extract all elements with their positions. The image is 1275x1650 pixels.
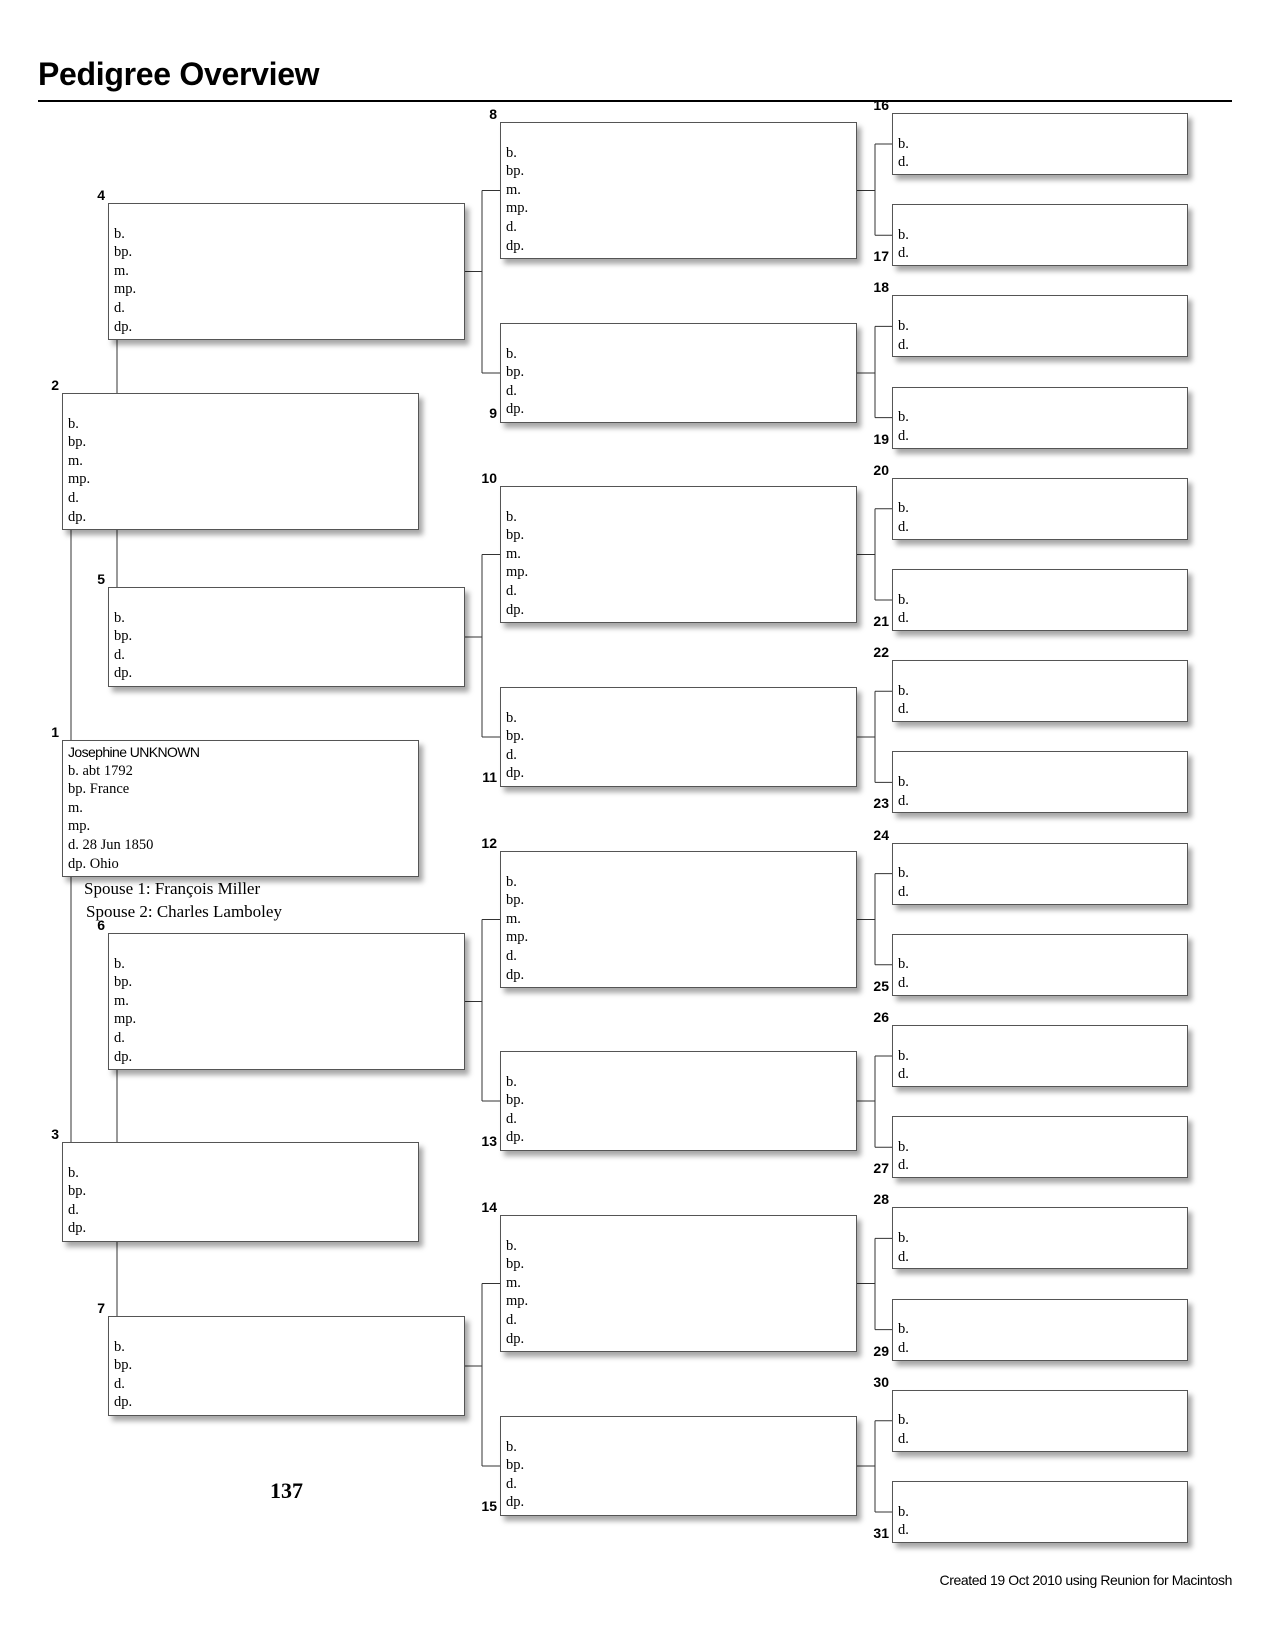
person-number-11: 11 bbox=[482, 769, 497, 785]
person-fact-line: dp. bbox=[506, 237, 525, 254]
spouse-1-label: Spouse 1: François Miller bbox=[84, 879, 261, 898]
person-fact-line: b. bbox=[898, 1047, 909, 1064]
person-number-25: 25 bbox=[873, 977, 889, 994]
person-box-11 bbox=[500, 687, 857, 787]
person-box-10 bbox=[500, 486, 857, 623]
person-name bbox=[506, 326, 851, 345]
person-fact-line: d. bbox=[114, 646, 125, 663]
person-fact-line: b. bbox=[898, 1138, 909, 1155]
person-fact-line: dp. bbox=[506, 1129, 525, 1146]
person-fact-line: m. bbox=[114, 262, 129, 279]
person-box-12 bbox=[500, 851, 857, 988]
person-fact-line: b. bbox=[898, 1503, 909, 1520]
person-number-23: 23 bbox=[873, 795, 889, 812]
person-fact-line: m. bbox=[506, 1274, 521, 1291]
person-fact-line: d. bbox=[506, 1475, 517, 1492]
person-number-27: 27 bbox=[873, 1160, 889, 1177]
person-name bbox=[506, 489, 851, 508]
person-fact-line: b. bbox=[506, 345, 517, 362]
person-fact-line: b. bbox=[506, 1073, 517, 1090]
person-number-14: 14 bbox=[481, 1199, 497, 1215]
person-fact-line: b. abt 1792 bbox=[68, 762, 133, 779]
person-fact-line: mp. bbox=[506, 200, 529, 217]
person-box-2 bbox=[62, 393, 419, 530]
person-box-19 bbox=[892, 387, 1188, 449]
person-fact-line: b. bbox=[506, 508, 517, 525]
person-fact-line: bp. bbox=[68, 434, 87, 451]
person-fact-line: b. bbox=[68, 1164, 79, 1181]
person-number-22: 22 bbox=[873, 644, 889, 661]
person-name bbox=[898, 390, 1182, 409]
person-name bbox=[898, 481, 1182, 500]
person-box-9 bbox=[500, 323, 857, 423]
person-name bbox=[898, 207, 1182, 226]
person-number-24: 24 bbox=[873, 826, 889, 843]
person-number-8: 8 bbox=[489, 106, 497, 122]
person-name bbox=[898, 937, 1182, 956]
person-fact-line: d. bbox=[898, 336, 909, 353]
person-number-21: 21 bbox=[873, 613, 889, 629]
person-name bbox=[898, 298, 1182, 317]
person-fact-line: d. bbox=[114, 1029, 125, 1046]
person-fact-line: mp. bbox=[506, 929, 529, 946]
person-fact-line: d. bbox=[114, 1375, 125, 1392]
person-fact-line: m. bbox=[68, 799, 83, 816]
person-box-1 bbox=[62, 740, 419, 877]
person-number-15: 15 bbox=[481, 1498, 497, 1514]
person-fact-line: d. bbox=[506, 218, 517, 235]
person-fact-line: mp. bbox=[68, 818, 91, 835]
person-name bbox=[506, 125, 851, 144]
person-box-8 bbox=[500, 122, 857, 259]
person-name bbox=[68, 1145, 413, 1164]
page-title: Pedigree Overview bbox=[38, 56, 320, 92]
person-fact-line: d. bbox=[898, 1066, 909, 1083]
person-fact-line: b. bbox=[506, 1438, 517, 1455]
person-fact-line: d. bbox=[898, 1248, 909, 1265]
person-box-29 bbox=[892, 1299, 1188, 1361]
person-fact-line: dp. bbox=[506, 601, 525, 618]
person-fact-line: bp. bbox=[506, 527, 525, 544]
person-fact-line: d. bbox=[898, 610, 909, 627]
person-box-14 bbox=[500, 1215, 857, 1352]
person-box-5 bbox=[108, 587, 465, 687]
spouse-2-label: Spouse 2: Charles Lamboley bbox=[86, 902, 282, 921]
person-fact-line: d. bbox=[68, 1201, 79, 1218]
person-fact-line: m. bbox=[506, 181, 521, 198]
person-name bbox=[114, 1319, 459, 1338]
person-box-17 bbox=[892, 204, 1188, 266]
person-fact-line: d. bbox=[114, 299, 125, 316]
person-name: Josephine UNKNOWN bbox=[68, 744, 200, 760]
person-fact-line: d. bbox=[898, 518, 909, 535]
person-fact-line: m. bbox=[68, 452, 83, 469]
person-box-7 bbox=[108, 1316, 465, 1416]
person-fact-line: b. bbox=[898, 1321, 909, 1338]
person-fact-line: mp. bbox=[68, 471, 91, 488]
person-fact-line: d. bbox=[898, 1339, 909, 1356]
person-fact-line: b. bbox=[898, 409, 909, 426]
person-number-31: 31 bbox=[873, 1525, 889, 1541]
person-box-27 bbox=[892, 1116, 1188, 1178]
person-fact-line: b. bbox=[898, 317, 909, 334]
person-name bbox=[114, 590, 459, 609]
person-fact-line: mp. bbox=[114, 281, 137, 298]
person-fact-line: d. bbox=[898, 1157, 909, 1174]
person-fact-line: d. bbox=[506, 746, 517, 763]
person-number-4: 4 bbox=[97, 187, 105, 203]
person-number-6: 6 bbox=[97, 917, 105, 933]
person-fact-line: b. bbox=[506, 1237, 517, 1254]
person-fact-line: b. bbox=[898, 1412, 909, 1429]
person-fact-line: dp. Ohio bbox=[68, 855, 119, 872]
person-fact-line: b. bbox=[898, 865, 909, 882]
person-fact-line: b. bbox=[506, 873, 517, 890]
person-fact-line: dp. bbox=[506, 401, 525, 418]
person-fact-line: d. bbox=[898, 701, 909, 718]
person-name bbox=[506, 1054, 851, 1073]
person-box-24 bbox=[892, 843, 1188, 905]
person-name bbox=[68, 396, 413, 415]
person-box-26 bbox=[892, 1025, 1188, 1087]
person-name bbox=[898, 754, 1182, 773]
person-number-18: 18 bbox=[873, 279, 889, 296]
person-name bbox=[506, 690, 851, 709]
person-fact-line: b. bbox=[114, 955, 125, 972]
person-box-28 bbox=[892, 1207, 1188, 1269]
person-fact-line: dp. bbox=[506, 765, 525, 782]
person-fact-line: m. bbox=[506, 545, 521, 562]
person-number-17: 17 bbox=[873, 248, 889, 265]
person-fact-line: b. bbox=[898, 682, 909, 699]
person-box-21 bbox=[892, 569, 1188, 631]
person-name bbox=[114, 936, 459, 955]
person-fact-line: bp. bbox=[506, 1457, 525, 1474]
person-fact-line: d. bbox=[898, 245, 909, 262]
person-fact-line: dp. bbox=[506, 966, 525, 983]
person-fact-line: dp. bbox=[114, 665, 133, 682]
person-fact-line: dp. bbox=[114, 318, 133, 335]
person-fact-line: d. bbox=[898, 154, 909, 171]
person-name bbox=[898, 1028, 1182, 1047]
person-box-30 bbox=[892, 1390, 1188, 1452]
person-name bbox=[114, 206, 459, 225]
person-fact-line: dp. bbox=[506, 1330, 525, 1347]
person-fact-line: d. bbox=[898, 883, 909, 900]
person-number-26: 26 bbox=[873, 1009, 889, 1025]
person-box-25 bbox=[892, 934, 1188, 996]
person-fact-line: b. bbox=[68, 415, 79, 432]
person-box-20 bbox=[892, 478, 1188, 540]
person-number-1: 1 bbox=[51, 724, 59, 740]
person-number-16: 16 bbox=[873, 97, 889, 113]
person-fact-line: d. bbox=[898, 792, 909, 809]
person-fact-line: bp. bbox=[506, 1256, 525, 1273]
person-fact-line: d. bbox=[506, 382, 517, 399]
person-box-3 bbox=[62, 1142, 419, 1242]
person-fact-line: b. bbox=[898, 773, 909, 790]
person-fact-line: b. bbox=[898, 956, 909, 973]
person-fact-line: bp. bbox=[114, 628, 133, 645]
person-fact-line: d. bbox=[898, 1522, 909, 1539]
person-number-28: 28 bbox=[873, 1191, 889, 1208]
person-box-15 bbox=[500, 1416, 857, 1516]
footer-credit: Created 19 Oct 2010 using Reunion for Macintosh bbox=[939, 1572, 1232, 1588]
person-number-5: 5 bbox=[97, 571, 105, 587]
person-fact-line: d. bbox=[898, 974, 909, 991]
person-number-29: 29 bbox=[873, 1342, 889, 1359]
person-name bbox=[898, 1393, 1182, 1412]
person-fact-line: bp. bbox=[506, 892, 525, 909]
person-fact-line: mp. bbox=[114, 1011, 137, 1028]
person-fact-line: b. bbox=[898, 500, 909, 517]
person-fact-line: dp. bbox=[114, 1394, 133, 1411]
person-number-19: 19 bbox=[873, 430, 889, 447]
person-fact-line: dp. bbox=[114, 1048, 133, 1065]
page-number: 137 bbox=[270, 1478, 303, 1503]
person-fact-line: d. bbox=[506, 1110, 517, 1127]
person-fact-line: mp. bbox=[506, 1293, 529, 1310]
person-name bbox=[898, 1119, 1182, 1138]
person-fact-line: d. bbox=[898, 427, 909, 444]
person-name bbox=[898, 116, 1182, 135]
person-name bbox=[506, 1218, 851, 1237]
person-fact-line: m. bbox=[114, 992, 129, 1009]
person-number-30: 30 bbox=[873, 1373, 889, 1390]
person-box-18 bbox=[892, 295, 1188, 357]
person-fact-line: b. bbox=[898, 591, 909, 608]
person-fact-line: mp. bbox=[506, 564, 529, 581]
person-fact-line: bp. bbox=[506, 1092, 525, 1109]
person-fact-line: m. bbox=[506, 910, 521, 927]
person-fact-line: bp. bbox=[68, 1183, 87, 1200]
person-box-16 bbox=[892, 113, 1188, 175]
person-number-20: 20 bbox=[873, 461, 889, 478]
person-name bbox=[898, 1484, 1182, 1503]
person-number-12: 12 bbox=[481, 835, 497, 851]
person-fact-line: bp. bbox=[114, 974, 133, 991]
person-fact-line: dp. bbox=[68, 1220, 87, 1237]
person-number-13: 13 bbox=[481, 1133, 497, 1149]
person-box-22 bbox=[892, 660, 1188, 722]
person-name bbox=[898, 846, 1182, 865]
person-number-7: 7 bbox=[97, 1300, 105, 1316]
person-fact-line: b. bbox=[114, 225, 125, 242]
person-name bbox=[506, 1419, 851, 1438]
person-fact-line: b. bbox=[898, 1229, 909, 1246]
person-name bbox=[506, 854, 851, 873]
person-fact-line: d. bbox=[506, 947, 517, 964]
person-fact-line: d. bbox=[898, 1430, 909, 1447]
person-number-2: 2 bbox=[51, 377, 59, 393]
person-box-4 bbox=[108, 203, 465, 340]
person-fact-line: d. bbox=[68, 489, 79, 506]
person-fact-line: d. 28 Jun 1850 bbox=[68, 836, 154, 853]
person-fact-line: bp. bbox=[114, 1357, 133, 1374]
person-number-10: 10 bbox=[481, 470, 497, 486]
person-name bbox=[898, 572, 1182, 591]
person-number-9: 9 bbox=[489, 405, 497, 421]
person-name bbox=[898, 1302, 1182, 1321]
person-fact-line: b. bbox=[506, 144, 517, 161]
person-fact-line: dp. bbox=[506, 1494, 525, 1511]
person-box-23 bbox=[892, 751, 1188, 813]
person-name bbox=[898, 1210, 1182, 1229]
person-name bbox=[898, 663, 1182, 682]
person-fact-line: bp. bbox=[506, 364, 525, 381]
person-number-3: 3 bbox=[51, 1126, 59, 1142]
person-fact-line: d. bbox=[506, 1311, 517, 1328]
person-fact-line: bp. bbox=[114, 244, 133, 261]
person-fact-line: b. bbox=[898, 135, 909, 152]
person-fact-line: b. bbox=[898, 226, 909, 243]
person-fact-line: b. bbox=[114, 1338, 125, 1355]
person-fact-line: d. bbox=[506, 582, 517, 599]
person-box-31 bbox=[892, 1481, 1188, 1543]
person-fact-line: bp. bbox=[506, 728, 525, 745]
person-fact-line: bp. France bbox=[68, 781, 130, 798]
person-box-13 bbox=[500, 1051, 857, 1151]
person-box-6 bbox=[108, 933, 465, 1070]
person-fact-line: b. bbox=[114, 609, 125, 626]
person-fact-line: b. bbox=[506, 709, 517, 726]
person-fact-line: dp. bbox=[68, 508, 87, 525]
person-fact-line: bp. bbox=[506, 163, 525, 180]
